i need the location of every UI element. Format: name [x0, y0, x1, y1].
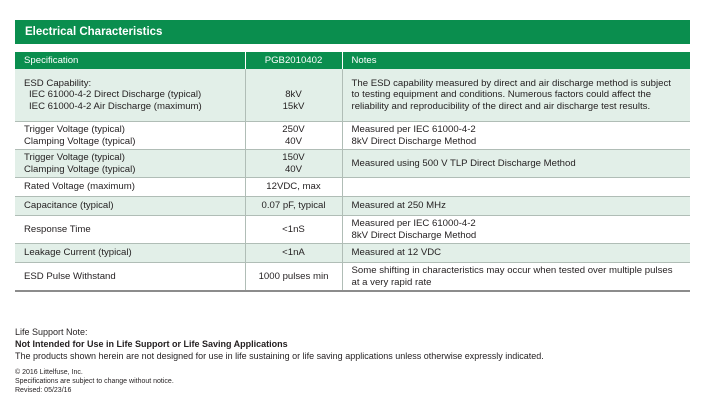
table-row [15, 69, 690, 122]
notes-cell: Some shifting in characteristics may occur when tested over multiple pulses at a very rapid rate [342, 263, 690, 292]
spec-line: ESD Capability: [24, 77, 92, 89]
value-cell: 0.07 pF, typical [245, 197, 342, 216]
notes-cell [342, 122, 690, 150]
value-cell [245, 150, 342, 178]
table-row [15, 216, 690, 244]
notes-cell: The ESD capability measured by direct and air discharge method is subject to testing equipment and conditions. Numerous factors could affect the reliability and reproducibility of the direct and air discharge test results. [342, 69, 690, 122]
value-line [255, 78, 333, 90]
table-row [15, 263, 690, 292]
value-line: 40V [284, 135, 303, 147]
header-part-number: PGB2010402 [245, 52, 342, 69]
value-cell: 1000 pulses min [245, 263, 342, 292]
spec-line: Clamping Voltage (typical) [24, 135, 136, 147]
value-line: 250V [282, 124, 305, 135]
spec-cell: ESD Pulse Withstand [15, 263, 245, 292]
spec-line: Trigger Voltage (typical) [24, 124, 125, 135]
life-support-body: The products shown herein are not designed for use in life sustaining or life saving applications unless otherwise expressly indicated. [15, 351, 544, 361]
copyright-text: © 2016 Littelfuse, Inc. [15, 369, 83, 376]
value-line: 40V [284, 163, 303, 175]
spec-cell: Response Time [15, 216, 245, 244]
notes-line: Measured per IEC 61000-4-2 [351, 218, 476, 229]
spec-cell: Rated Voltage (maximum) [15, 178, 245, 197]
notes-cell: Measured at 250 MHz [342, 197, 690, 216]
spec-line: IEC 61000-4-2 Air Discharge (maximum) [29, 100, 202, 112]
notes-cell [342, 216, 690, 244]
header-specification: Specification [15, 52, 245, 69]
spec-cell [15, 122, 245, 150]
spec-line: Trigger Voltage (typical) [24, 152, 125, 163]
value-line: 8kV [285, 89, 302, 101]
spec-line: IEC 61000-4-2 Direct Discharge (typical) [29, 89, 202, 101]
disclaimer-text: Specifications are subject to change without notice. [15, 378, 174, 385]
table-row [15, 244, 690, 263]
spec-line: Clamping Voltage (typical) [24, 163, 136, 175]
notes-cell: Measured using 500 V TLP Direct Discharge Method [342, 150, 690, 178]
electrical-characteristics-table [15, 52, 690, 292]
spec-cell: Leakage Current (typical) [15, 244, 245, 263]
notes-cell [342, 178, 690, 197]
life-support-heading: Not Intended for Use in Life Support or Life Saving Applications [15, 339, 288, 349]
spec-cell: Capacitance (typical) [15, 197, 245, 216]
table-row [15, 197, 690, 216]
value-cell [245, 122, 342, 150]
spec-cell [15, 150, 245, 178]
header-notes: Notes [342, 52, 690, 69]
spec-cell [15, 69, 245, 122]
value-line: 15kV [282, 100, 305, 112]
notes-line: Measured per IEC 61000-4-2 [351, 124, 476, 135]
value-cell: <1nA [245, 244, 342, 263]
value-cell: 12VDC, max [245, 178, 342, 197]
value-cell [245, 69, 342, 122]
value-line: 150V [282, 152, 305, 163]
revised-date: Revised: 05/23/16 [15, 387, 72, 394]
life-support-label: Life Support Note: [15, 327, 88, 337]
notes-line: 8kV Direct Discharge Method [351, 229, 477, 241]
footer [15, 327, 695, 395]
table-row [15, 122, 690, 150]
table-row [15, 178, 690, 197]
section-title: Electrical Characteristics [15, 20, 690, 44]
table-row [15, 150, 690, 178]
value-cell: <1nS [245, 216, 342, 244]
table-header-row [15, 52, 690, 69]
notes-cell: Measured at 12 VDC [342, 244, 690, 263]
notes-line: 8kV Direct Discharge Method [351, 135, 477, 147]
